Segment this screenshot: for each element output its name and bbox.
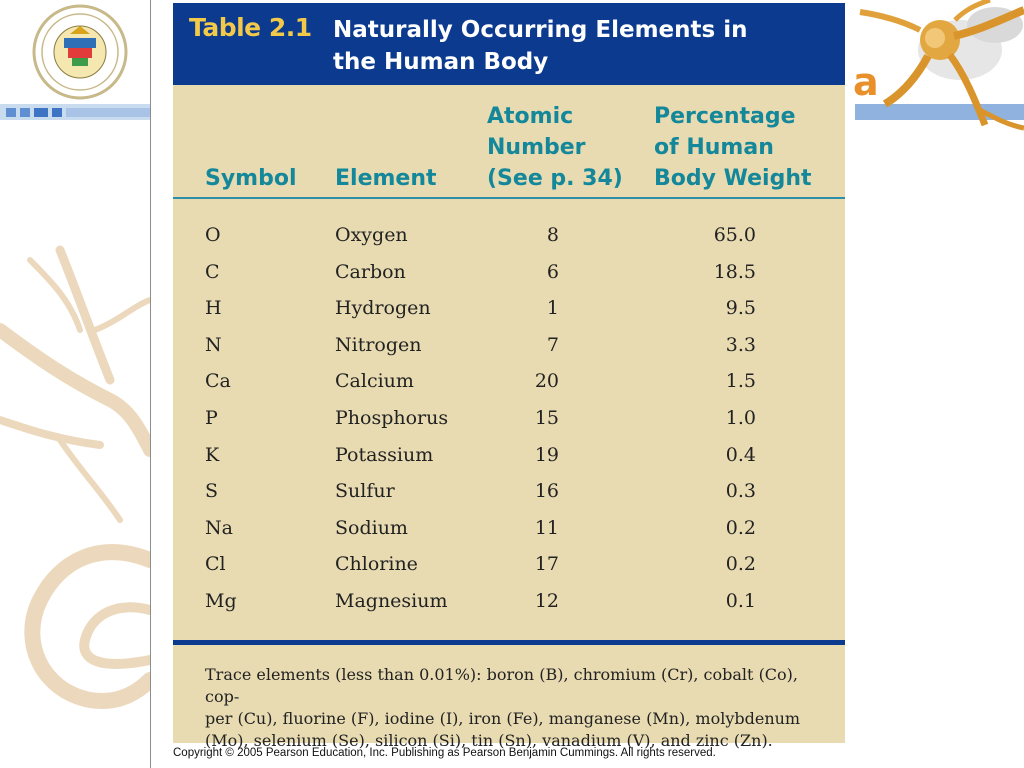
atomic-number-cell: 11 — [534, 516, 559, 539]
elements-table — [173, 3, 845, 750]
copyright-notice: Copyright © 2005 Pearson Education, Inc. Publishing as Pearson Benjamin Cummings. All rights reserved. — [173, 747, 716, 759]
element-cell: Sodium — [335, 516, 408, 539]
symbol-cell: K — [205, 443, 220, 466]
table-row — [173, 590, 845, 626]
table-number: Table 2.1 — [189, 13, 312, 42]
percentage-cell: 1.5 — [725, 370, 756, 393]
table-title-line-1: Naturally Occurring Elements in — [333, 17, 748, 43]
atomic-number-cell: 8 — [546, 224, 559, 246]
element-cell: Calcium — [335, 370, 414, 393]
symbol-cell: P — [205, 407, 218, 429]
header-pct-line-1: Percentage — [654, 104, 796, 129]
table-row — [173, 444, 845, 480]
university-seal-logo — [30, 4, 130, 100]
table-row — [173, 407, 845, 443]
element-cell: Sulfur — [335, 480, 395, 503]
header-pct-line-2: of Human — [654, 135, 774, 160]
symbol-cell: N — [205, 333, 222, 356]
atomic-number-cell: 20 — [534, 370, 559, 393]
table-row — [173, 517, 845, 553]
element-cell: Hydrogen — [335, 297, 431, 320]
banner-fragment: a — [853, 60, 879, 104]
symbol-cell: S — [205, 480, 219, 503]
percentage-cell: 0.2 — [725, 516, 756, 539]
table-row — [173, 297, 845, 333]
header-atomic-line-1: Atomic — [487, 104, 574, 129]
header-symbol: Symbol — [205, 166, 297, 191]
percentage-cell: 9.5 — [725, 297, 756, 320]
header-element: Element — [335, 166, 437, 191]
table-bottom-rule — [173, 640, 845, 645]
symbol-cell: Mg — [205, 590, 237, 612]
percentage-cell: 0.2 — [725, 553, 756, 576]
symbol-cell: Cl — [205, 553, 226, 576]
element-cell: Magnesium — [335, 590, 448, 612]
table-row — [173, 370, 845, 406]
header-atomic-line-2: Number — [487, 135, 586, 160]
symbol-cell: Ca — [205, 370, 231, 393]
element-cell: Chlorine — [335, 553, 418, 576]
table-title-bar — [173, 3, 845, 85]
element-cell: Carbon — [335, 260, 406, 283]
percentage-cell: 0.3 — [725, 480, 756, 503]
trace-elements-note — [205, 664, 825, 752]
percentage-cell: 0.1 — [725, 590, 756, 612]
header-divider — [173, 197, 845, 199]
element-cell: Phosphorus — [335, 407, 449, 429]
trace-note-line-2: per (Cu), fluorine (F), iodine (I), iron (Fe), manganese (Mn), molybdenum — [205, 709, 801, 728]
symbol-cell: Na — [205, 516, 233, 539]
percentage-cell: 18.5 — [713, 260, 756, 283]
header-percentage — [654, 101, 812, 194]
percentage-cell: 0.4 — [725, 443, 756, 466]
percentage-cell: 1.0 — [725, 407, 756, 429]
header-atomic-number — [487, 101, 623, 194]
symbol-cell: H — [205, 297, 222, 320]
percentage-cell: 3.3 — [725, 333, 756, 356]
element-cell: Potassium — [335, 443, 434, 466]
element-cell: Nitrogen — [335, 333, 422, 356]
atomic-number-cell: 16 — [534, 480, 559, 503]
atomic-number-cell: 19 — [534, 443, 559, 466]
header-pct-line-3: Body Weight — [654, 166, 812, 191]
symbol-cell: C — [205, 260, 220, 283]
table-row — [173, 553, 845, 589]
atomic-number-cell: 6 — [546, 260, 559, 283]
atomic-number-cell: 15 — [534, 407, 559, 429]
atomic-number-cell: 17 — [534, 553, 559, 576]
table-row — [173, 224, 845, 260]
percentage-cell: 65.0 — [713, 224, 756, 246]
atomic-number-cell: 1 — [546, 297, 559, 320]
left-neuron-decoration — [0, 250, 150, 701]
atomic-number-cell: 7 — [546, 333, 559, 356]
element-cell: Oxygen — [335, 224, 408, 246]
table-row — [173, 480, 845, 516]
header-atomic-line-3: (See p. 34) — [487, 166, 623, 191]
trace-note-line-1: Trace elements (less than 0.01%): boron (B), chromium (Cr), cobalt (Co), cop- — [205, 665, 799, 706]
table-title — [333, 14, 813, 78]
atomic-number-cell: 12 — [534, 590, 559, 612]
symbol-cell: O — [205, 224, 221, 246]
table-row — [173, 334, 845, 370]
trace-note-line-3: (Mo), selenium (Se), silicon (Si), tin (Sn), vanadium (V), and zinc (Zn). — [205, 731, 773, 750]
table-row — [173, 261, 845, 297]
table-title-line-2: the Human Body — [333, 49, 549, 75]
